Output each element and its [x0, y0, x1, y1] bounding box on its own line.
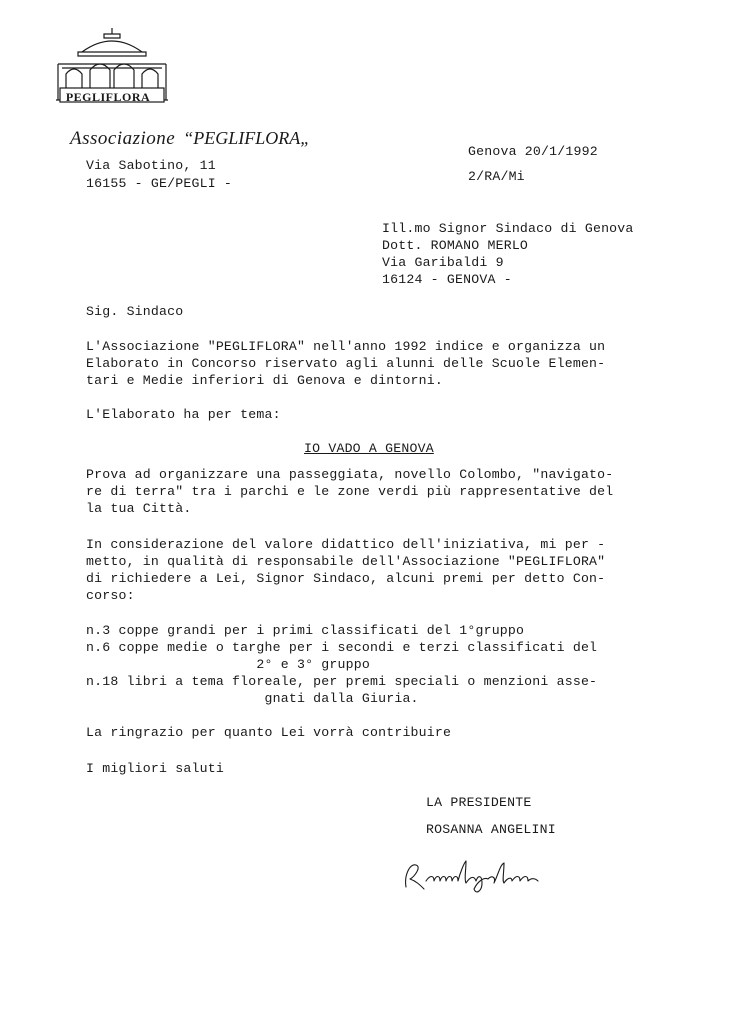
paragraph-3: [86, 466, 613, 517]
signer-name: ROSANNA ANGELINI: [426, 822, 556, 837]
paragraph-line: re di terra" tra i parchi e le zone verdi più rappresentative del: [86, 484, 614, 499]
association-name: [70, 128, 310, 150]
prize-line: n.3 coppe grandi per i primi classificati del 1°gruppo: [86, 623, 525, 638]
salutation: Sig. Sindaco: [86, 304, 184, 319]
sender-address-line-2: 16155 - GE/PEGLI -: [86, 176, 233, 191]
paragraph-line: L'Associazione "PEGLIFLORA" nell'anno 1992 indice e organizza un: [86, 339, 606, 354]
paragraph-4: [86, 536, 605, 604]
recipient-line: Via Garibaldi 9: [382, 255, 504, 270]
thanks-line: La ringrazio per quanto Lei vorrà contribuire: [86, 725, 452, 740]
sender-address-line-1: Via Sabotino, 11: [86, 158, 216, 173]
paragraph-line: Prova ad organizzare una passeggiata, novello Colombo, "navigato-: [86, 467, 614, 482]
logo-wordmark: PEGLIFLORA: [65, 90, 151, 104]
prize-line: n.6 coppe medie o targhe per i secondi e terzi classificati del: [86, 640, 598, 655]
paragraph-line: metto, in qualità di responsabile dell'Associazione "PEGLIFLORA": [86, 554, 606, 569]
letter-date: Genova 20/1/1992: [468, 144, 598, 159]
recipient-line: 16124 - GENOVA -: [382, 272, 512, 287]
paragraph-line: corso:: [86, 588, 135, 603]
theme-title: IO VADO A GENOVA: [304, 441, 434, 456]
paragraph-line: In considerazione del valore didattico dell'iniziativa, mi per -: [86, 537, 606, 552]
paragraph-line: Elaborato in Concorso riservato agli alunni delle Scuole Elemen-: [86, 356, 606, 371]
signer-role: LA PRESIDENTE: [426, 795, 532, 810]
association-script-label: Associazione: [70, 128, 176, 149]
closing-line: I migliori saluti: [86, 761, 224, 776]
prizes-list: [86, 622, 597, 707]
paragraph-2: L'Elaborato ha per tema:: [86, 407, 281, 422]
paragraph-line: tari e Medie inferiori di Genova e dintorni.: [86, 373, 444, 388]
prize-line: gnati dalla Giuria.: [86, 691, 419, 706]
recipient-line: Ill.mo Signor Sindaco di Genova: [382, 221, 634, 236]
recipient-line: Dott. ROMANO MERLO: [382, 238, 529, 253]
paragraph-line: di richiedere a Lei, Signor Sindaco, alcuni premi per detto Con-: [86, 571, 606, 586]
letter-reference: 2/RA/Mi: [468, 169, 525, 184]
handwritten-signature: [400, 855, 560, 895]
prize-line: n.18 libri a tema floreale, per premi speciali o menzioni asse-: [86, 674, 598, 689]
paragraph-line: la tua Città.: [86, 501, 192, 516]
paragraph-1: [86, 338, 605, 389]
prize-line: 2° e 3° gruppo: [86, 657, 370, 672]
recipient-address: [382, 220, 634, 288]
association-title: “PEGLIFLORA„: [183, 128, 311, 148]
